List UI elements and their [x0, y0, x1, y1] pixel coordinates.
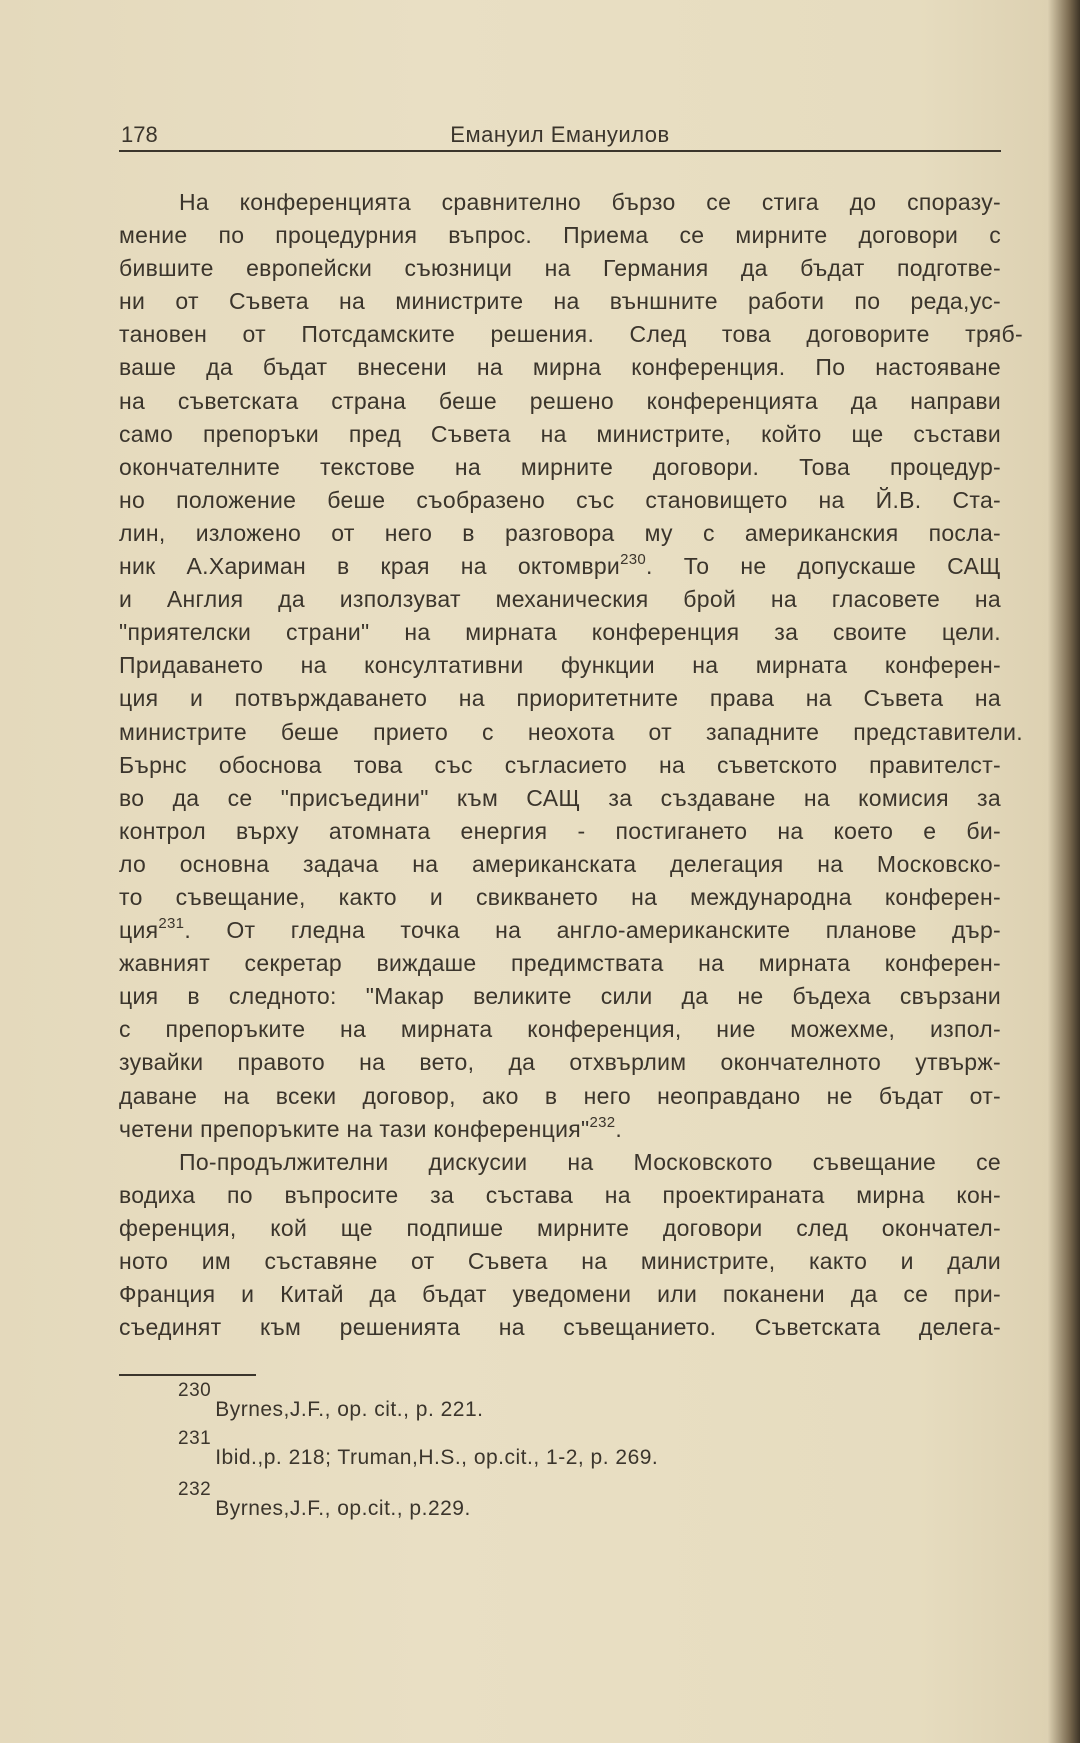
text-line	[119, 1311, 1001, 1344]
footnote-number: 230	[178, 1380, 212, 1401]
line-text: с препоръките на мирната конференция, ние можехме, изпол-	[119, 1016, 1001, 1043]
text-line	[119, 616, 1001, 649]
line-text: зувайки правото на вето, да отхвърлим окончателното утвърж-	[119, 1049, 1001, 1076]
line-text: ция в следното: "Макар великите сили да не бъдеха свързани	[119, 983, 1001, 1010]
running-title: Емануил Емануилов	[450, 122, 670, 147]
text-line	[119, 219, 1001, 252]
line-text: водиха по въпросите за състава на проектираната мирна кон-	[119, 1181, 1001, 1208]
text-line	[119, 1179, 1001, 1212]
footnote	[178, 1380, 484, 1422]
footnote-reference[interactable]: 232	[589, 1113, 616, 1131]
text-line	[119, 186, 1001, 219]
text-line	[119, 947, 1001, 980]
text-line	[119, 1046, 1001, 1079]
text-line	[119, 682, 1001, 715]
line-text: ло основна задача на американската делегация на Московско-	[119, 850, 1001, 877]
text-line	[119, 1278, 1001, 1311]
text-line	[119, 980, 1001, 1013]
footnote-text: Ibid.,p. 218; Truman,H.S., op.cit., 1-2, p. 269.	[215, 1446, 659, 1469]
line-text: мение по процедурния въпрос. Приема се мирните договори с	[119, 222, 1001, 249]
line-text: ваше да бъдат внесени на мирна конференция. По настояване	[119, 354, 1001, 381]
line-text: съединят към решенията на съвещанието. Съветската делега-	[119, 1314, 1001, 1341]
line-text: ни от Съвета на министрите на външните работи по реда,ус-	[119, 288, 1001, 315]
text-line	[119, 1146, 1001, 1179]
text-line	[119, 716, 1023, 749]
footnote-text: Byrnes,J.F., op.cit., p.229.	[215, 1497, 471, 1520]
footnote	[178, 1428, 659, 1470]
line-text: ник А.Хариман в края на октомври	[119, 553, 621, 580]
line-text: . То не допускаше САЩ	[646, 553, 1001, 580]
line-text: ция и потвърждаването на приоритетните права на Съвета на	[119, 685, 1001, 712]
line-text: бившите европейски съюзници на Германия да бъдат подготве-	[119, 255, 1001, 282]
page-number: 178	[121, 122, 158, 147]
line-text: даване на всеки договор, ако в него неоправдано не бъдат от-	[119, 1082, 1001, 1109]
text-line	[119, 749, 1001, 782]
line-text: ция	[119, 917, 159, 944]
line-text: ното им съставяне от Съвета на министрите, както и дали	[119, 1248, 1001, 1274]
text-line	[119, 517, 1001, 550]
text-line	[119, 1080, 1001, 1113]
text-line	[119, 1013, 1001, 1046]
text-line	[119, 484, 1001, 517]
text-line	[119, 451, 1001, 484]
line-text: По-продължителни дискусии на Московското съвещание се	[179, 1148, 1001, 1175]
line-text: жавният секретар виждаше предимствата на мирната конферен-	[119, 950, 1001, 977]
line-text: тановен от Потсдамските решения. След това договорите тряб-	[119, 321, 1023, 348]
footnote-reference[interactable]: 230	[620, 551, 647, 569]
text-line	[119, 385, 1001, 418]
footnote-text: Byrnes,J.F., op. cit., p. 221.	[215, 1398, 484, 1421]
text-line	[119, 881, 1001, 914]
footnote-number: 232	[178, 1479, 212, 1500]
line-text: Франция и Китай да бъдат уведомени или поканени да се при-	[119, 1281, 1001, 1308]
line-text: четени препоръките на тази конференция"	[119, 1115, 590, 1142]
line-text: .	[615, 1115, 623, 1142]
text-line	[119, 252, 1001, 285]
line-text: и Англия да използуват механическия брой на гласовете на	[119, 586, 1001, 613]
footnote-number: 231	[178, 1428, 212, 1449]
text-line	[119, 1113, 1001, 1146]
line-text: само препоръки пред Съвета на министрите, който ще състави	[119, 420, 1001, 447]
text-line	[119, 848, 1001, 881]
line-text: лин, изложено от него в разговора му с американския посла-	[119, 519, 1001, 546]
text-line	[119, 550, 1001, 583]
text-line	[119, 1212, 1001, 1245]
line-text: На конференцията сравнително бързо се стига до споразу-	[179, 189, 1001, 215]
text-line	[119, 583, 1001, 616]
line-text: министрите беше прието с неохота от западните представители.	[119, 718, 1023, 745]
line-text: на съветската страна беше решено конференцията да направи	[119, 387, 1001, 414]
text-line	[119, 351, 1001, 384]
footnote-divider	[119, 1374, 256, 1376]
text-line	[119, 285, 1001, 318]
text-line	[119, 318, 1023, 351]
line-text: . От гледна точка на англо-американските планове дър-	[184, 917, 1001, 944]
line-text: окончателните текстове на мирните договори. Това процедур-	[119, 453, 1001, 480]
text-line	[119, 782, 1001, 815]
text-line	[119, 418, 1001, 451]
footnote-reference[interactable]: 231	[158, 915, 185, 933]
line-text: ференция, кой ще подпише мирните договори след окончател-	[119, 1214, 1001, 1241]
footnote	[178, 1479, 471, 1521]
line-text: Бърнс обоснова това със съгласието на съветското правителст-	[119, 751, 1001, 778]
text-line	[119, 1245, 1001, 1278]
line-text: во да се "присъедини" към САЩ за създаване на комисия за	[119, 784, 1001, 811]
body-text	[119, 186, 1023, 1344]
text-line	[119, 649, 1001, 682]
text-line	[119, 815, 1001, 848]
line-text: Придаването на консултативни функции на мирната конферен-	[119, 652, 1001, 679]
line-text: "приятелски страни" на мирната конференция за своите цели.	[119, 619, 1001, 646]
line-text: контрол върху атомната енергия - постигането на което е би-	[119, 817, 1001, 844]
running-header	[119, 118, 1001, 152]
text-line	[119, 914, 1001, 947]
line-text: но положение беше съобразено със становището на Й.В. Ста-	[119, 486, 1001, 513]
line-text: то съвещание, както и свикването на международна конферен-	[119, 883, 1001, 910]
